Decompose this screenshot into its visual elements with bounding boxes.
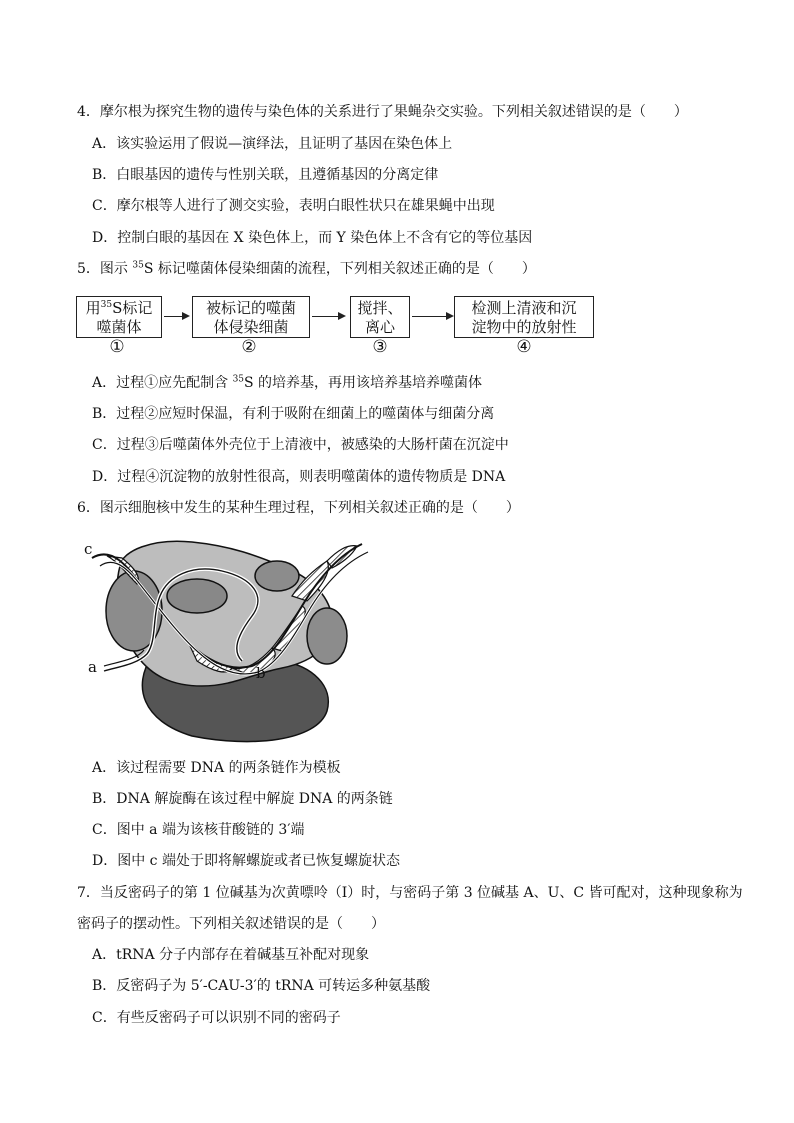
question-5-option-b[interactable]: B．过程②应短时保温，有利于吸附在细菌上的噬菌体与细菌分离	[92, 406, 495, 422]
flow-arrow-3	[412, 316, 452, 317]
question-5-option-c[interactable]: C．过程③后噬菌体外壳位于上清液中，被感染的大肠杆菌在沉淀中	[92, 437, 509, 453]
question-4-option-d[interactable]: D．控制白眼的基因在 X 染色体上，而 Y 染色体上不含有它的等位基因	[92, 230, 533, 246]
question-6-option-b[interactable]: B．DNA 解旋酶在该过程中解旋 DNA 的两条链	[92, 791, 393, 807]
question-4-option-a[interactable]: A．该实验运用了假说—演绎法，且证明了基因在染色体上	[92, 136, 453, 152]
transcription-diagram	[82, 536, 372, 746]
question-5-option-a[interactable]: A．过程①应先配制含 $^{35}$S 的培养基，再用该培养基培养噬菌体	[92, 374, 483, 391]
question-6-option-a[interactable]: A．该过程需要 DNA 的两条链作为模板	[92, 760, 341, 776]
flow-arrow-2	[312, 316, 344, 317]
flow-step-1-box: 用$^{35}$S标记 噬菌体	[76, 296, 162, 338]
transcription-illustration	[82, 536, 372, 746]
question-7-option-b[interactable]: B．反密码子为 5′-CAU-3′的 tRNA 可转运多种氨基酸	[92, 978, 431, 994]
flow-step-3-number: ③	[372, 337, 388, 357]
flow-arrow-1	[164, 316, 188, 317]
question-6-option-d[interactable]: D．图中 c 端处于即将解螺旋或者已恢复螺旋状态	[92, 853, 400, 869]
diagram-label-a: a	[88, 658, 97, 676]
question-7-stem-line-2: 密码子的摆动性。下列相关叙述错误的是（ ）	[77, 916, 385, 932]
question-7-option-c[interactable]: C．有些反密码子可以识别不同的密码子	[92, 1010, 341, 1026]
question-4-option-b[interactable]: B．白眼基因的遗传与性别关联，且遵循基因的分离定律	[92, 167, 439, 183]
diagram-label-c: c	[84, 540, 93, 558]
flow-step-4-box: 检测上清液和沉 淀物中的放射性	[454, 296, 594, 338]
question-5-option-d[interactable]: D．过程④沉淀物的放射性很高，则表明噬菌体的遗传物质是 DNA	[92, 469, 506, 485]
question-5-stem: 5．图示 $^{35}$S 标记噬菌体侵染细菌的流程，下列相关叙述正确的是（ ）	[77, 260, 536, 277]
question-4-stem: 4．摩尔根为探究生物的遗传与染色体的关系进行了果蝇杂交实验。下列相关叙述错误的是（ ）	[77, 104, 688, 120]
question-6-stem: 6．图示细胞核中发生的某种生理过程，下列相关叙述正确的是（ ）	[77, 500, 520, 516]
question-4-option-c[interactable]: C．摩尔根等人进行了测交实验，表明白眼性状只在雄果蝇中出现	[92, 198, 495, 214]
question-7-option-a[interactable]: A．tRNA 分子内部存在着碱基互补配对现象	[92, 947, 370, 963]
flow-step-4-number: ④	[516, 337, 532, 357]
flow-step-2-number: ②	[241, 337, 257, 357]
flow-step-3-box: 搅拌、 离心	[350, 296, 410, 338]
phage-infection-flowchart	[74, 294, 604, 356]
diagram-label-b: b	[256, 664, 266, 682]
flow-step-2-box: 被标记的噬菌 体侵染细菌	[192, 296, 310, 338]
question-6-option-c[interactable]: C．图中 a 端为该核苷酸链的 3′端	[92, 822, 305, 838]
question-7-stem-line-1: 7．当反密码子的第 1 位碱基为次黄嘌呤（I）时，与密码子第 3 位碱基 A、U、C 皆可配对，这种现象称为	[77, 885, 743, 901]
flow-step-1-number: ①	[109, 337, 125, 357]
